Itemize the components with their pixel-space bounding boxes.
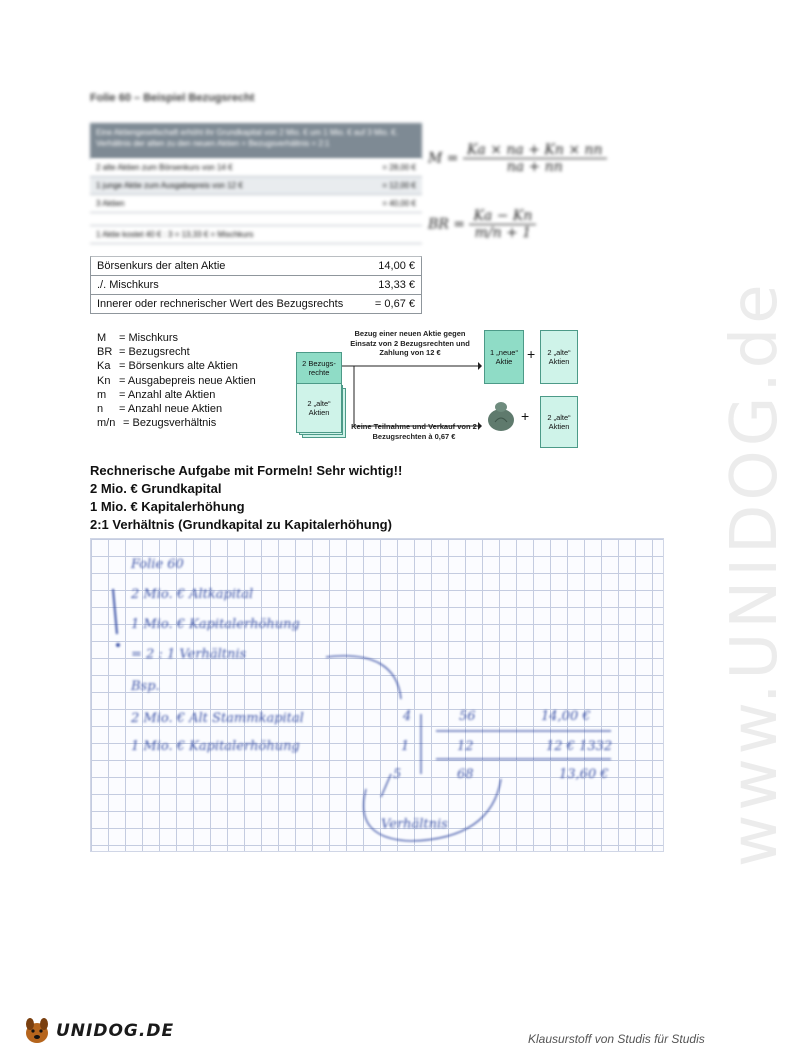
task-text: Rechnerische Aufgabe mit Formeln! Sehr wichtig!! 2 Mio. € Grundkapital 1 Mio. € Kapitalerhöhung 2:1 Verhältnis (Grundkapital zu Kapitalerhöhung) (90, 463, 403, 532)
table-row: 1 Aktie kostet 40 € : 3 = 13,33 € = Mischkurs (90, 226, 422, 244)
watermark-text: www.UNIDOG.de (718, 280, 792, 867)
table-header: Eine Aktiengesellschaft erhöht ihr Grundkapital von 2 Mio. € um 1 Mio. € auf 3 Mio. €. Verhältnis der alten zu den neuen Aktien = Bezugsverhältnis = 2:1 (90, 123, 422, 159)
legend-item: Kn = Ausgabepreis neue Aktien (97, 374, 256, 387)
table-row-boersenkurs: Börsenkurs der alten Aktie 14,00 € (90, 256, 422, 276)
note-value: 56 (459, 709, 476, 724)
diagram-alte-aktien-box: 2 „alte“ Aktien (296, 383, 342, 433)
note-line: Folie 60 (131, 557, 184, 572)
note-value: 12 € 1332 (546, 739, 613, 754)
bezugsrecht-table (90, 123, 422, 314)
legend-item: m = Anzahl alte Aktien (97, 388, 216, 401)
diagram-alte-aktien-bottom: 2 „alte“ Aktien (540, 396, 578, 448)
note-value: 68 (457, 767, 474, 782)
note-line: Bsp. (131, 679, 160, 694)
note-value: 1 (401, 739, 410, 754)
table-row: 2 alte Aktien zum Börsenkurs von 14 € = 28,00 € (90, 159, 422, 177)
table-row-mischkurs: ./. Mischkurs 13,33 € (90, 276, 422, 295)
money-bag-icon (486, 400, 516, 432)
slide-title: Folie 60 – Beispiel Bezugsrecht (90, 92, 255, 104)
handwritten-strokes (91, 539, 663, 851)
diagram-neue-aktie-box: 1 „neue“ Aktie (484, 330, 524, 384)
note-value: 12 (457, 739, 474, 754)
note-line: 2 Mio. € Altkapital (131, 587, 254, 602)
note-line: 2 Mio. € Alt Stammkapital (131, 711, 304, 726)
table-spacer (90, 244, 422, 256)
legend-item: m/n = Bezugsverhältnis (97, 417, 217, 430)
table-row: 1 junge Aktie zum Ausgabepreis von 12 € = 12,00 € (90, 177, 422, 195)
legend-item: Ka = Börsenkurs alte Aktien (97, 360, 238, 373)
note-line: 1 Mio. € Kapitalerhöhung (131, 617, 300, 632)
legend-item: M = Mischkurs (97, 332, 178, 344)
legend-item: n = Anzahl neue Aktien (97, 403, 223, 416)
footer-slogan: Klausurstoff von Studis für Studis (528, 1032, 705, 1046)
note-line: = 2 : 1 Verhältnis (131, 647, 247, 662)
table-row-bezugsrecht-wert: Innerer oder rechnerischer Wert des Bezugsrechts = 0,67 € (90, 295, 422, 314)
note-value: 13,60 € (559, 767, 609, 782)
table-row: 3 Aktien = 40,00 € (90, 195, 422, 213)
mischkurs-formula: M = $\frac{Ka \times na + Kn \times nn}{na + nn}$ (428, 142, 607, 175)
bezugsrecht-formula: BR = $\frac{Ka - Kn}{m/n + 1}$ (428, 208, 536, 241)
note-value: 4 (403, 709, 412, 724)
note-value: 5 (393, 767, 402, 782)
plus-sign: + (527, 346, 536, 362)
note-line: 1 Mio. € Kapitalerhöhung (131, 739, 300, 754)
diagram-lower-label: Keine Teilnahme und Verkauf von 2 Bezugsrechten à 0,67 € (351, 422, 477, 441)
diagram-bezugsrechte-box: 2 Bezugs-rechte (296, 352, 342, 384)
plus-sign: + (521, 408, 530, 424)
note-value: 14,00 € (541, 709, 591, 724)
diagram-alte-aktien-top: 2 „alte“ Aktien (540, 330, 578, 384)
legend (97, 331, 256, 430)
diagram-upper-label: Bezug einer neuen Aktie gegen Einsatz von 2 Bezugsrechten und Zahlung von 12 € (350, 329, 470, 357)
logo-text: UNIDOG.DE (56, 1021, 175, 1041)
legend-item: BR = Bezugsrecht (97, 346, 190, 359)
dog-logo-icon (22, 1016, 52, 1046)
footer-logo (22, 1016, 174, 1046)
handwritten-notes (90, 538, 664, 852)
table-spacer (90, 213, 422, 226)
note-circle-label: Verhältnis (381, 817, 448, 832)
